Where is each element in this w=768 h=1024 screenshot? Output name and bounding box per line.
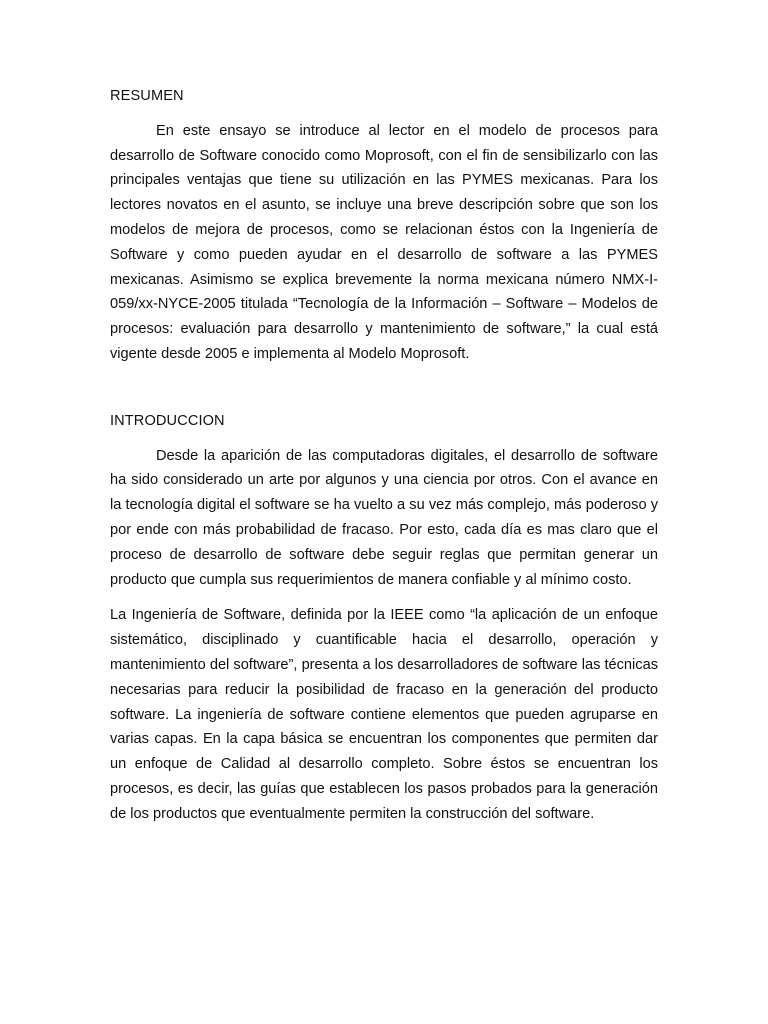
introduccion-paragraph-1: Desde la aparición de las computadoras digitales, el desarrollo de software ha sido considerado un arte por algunos y una ciencia por otros. Con el avance en la tecnología digital el software se ha vuelto a su vez más complejo, más poderoso y por ende con más probabilidad de fracaso. Por esto, cada día es mas claro que el proceso de desarrollo de software debe seguir reglas que permitan generar un producto que cumpla sus requerimientos de manera confiable y al mínimo costo.: [110, 447, 658, 588]
section-heading-introduccion: INTRODUCCION: [110, 412, 225, 429]
section-heading-resumen: RESUMEN: [110, 88, 184, 104]
document-body: [110, 84, 658, 827]
resumen-paragraph: En este ensayo se introduce al lector en el modelo de procesos para desarrollo de Software conocido como Moprosoft, con el fin de sensibilizarlo con las principales ventajas que tiene su utilización en las PYMES mexicanas. Para los lectores novatos en el asunto, se incluye una breve descripción sobre que son los modelos de mejora de procesos, como se relacionan éstos con la Ingeniería de Software y como pueden ayudar en el desarrollo de software a las PYMES mexicanas. Asimismo se explica brevemente la norma mexicana número NMX-I-059/xx-NYCE-2005 titulada “Tecnología de la Información – Software – Modelos de procesos: evaluación para desarrollo y mantenimiento de software,” la cual está vigente desde 2005 e implementa al Modelo Moprosoft.: [110, 122, 658, 362]
introduccion-paragraph-2: La Ingeniería de Software, definida por la IEEE como “la aplicación de un enfoque sistemático, disciplinado y cuantificable hacia el desarrollo, operación y mantenimiento del software”, presenta a los desarrolladores de software las técnicas necesarias para reducir la posibilidad de fracaso en la generación del producto software. La ingeniería de software contiene elementos que pueden agruparse en varias capas. En la capa básica se encuentran los componentes que permiten dar un enfoque de Calidad al desarrollo completo. Sobre éstos se encuentran los procesos, es decir, las guías que establecen los pasos probados para la generación de los productos que eventualmente permiten la construcción del software.: [110, 607, 658, 822]
